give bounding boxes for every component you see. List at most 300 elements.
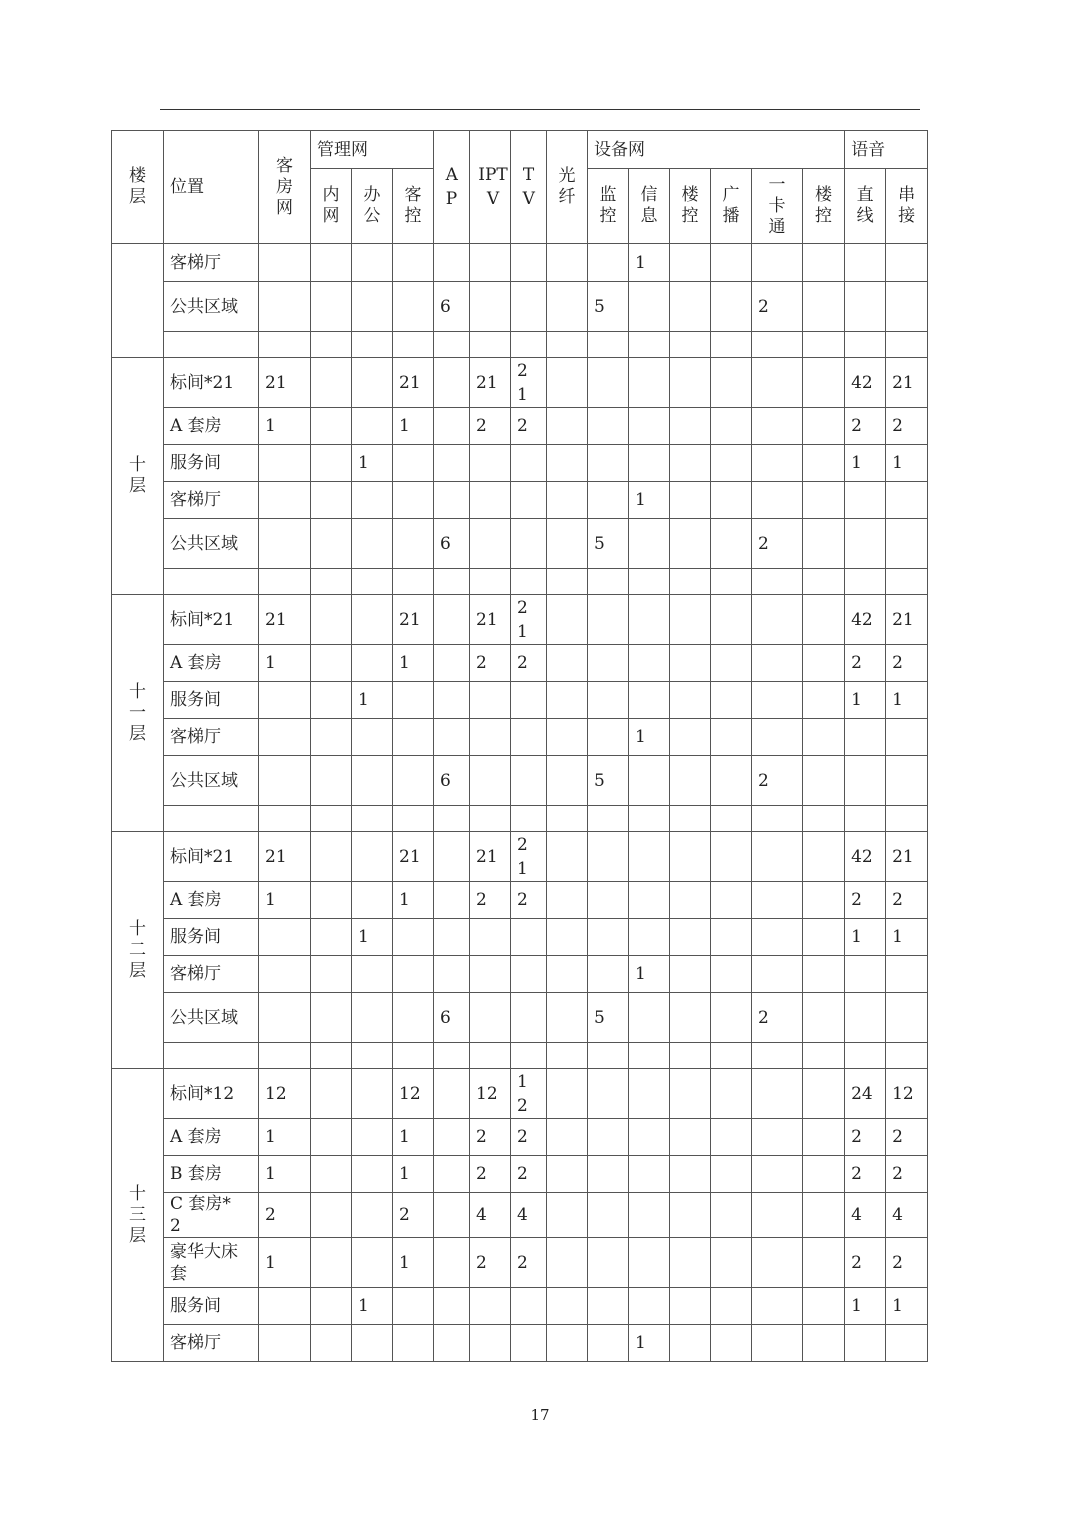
table-row — [112, 595, 928, 645]
value-cell — [311, 445, 352, 482]
value-cell — [629, 806, 670, 832]
value-cell — [752, 244, 803, 282]
value-cell — [752, 482, 803, 519]
table-row — [112, 282, 928, 332]
value-cell: 12 — [511, 1069, 547, 1119]
value-cell — [547, 882, 588, 919]
value-cell — [752, 445, 803, 482]
value-cell — [259, 244, 311, 282]
value-cell — [434, 1193, 470, 1238]
value-cell — [434, 1288, 470, 1325]
value-cell: 2 — [752, 282, 803, 332]
value-cell — [670, 358, 711, 408]
value-cell — [434, 569, 470, 595]
value-cell: 5 — [588, 282, 629, 332]
value-cell — [470, 332, 511, 358]
value-cell — [311, 1193, 352, 1238]
value-cell — [352, 282, 393, 332]
value-cell — [511, 806, 547, 832]
value-cell — [670, 519, 711, 569]
value-cell — [393, 569, 434, 595]
value-cell — [470, 445, 511, 482]
table-row — [112, 806, 928, 832]
value-cell — [259, 1325, 311, 1362]
value-cell — [511, 1043, 547, 1069]
value-cell — [629, 1193, 670, 1238]
value-cell — [393, 1325, 434, 1362]
value-cell — [752, 832, 803, 882]
value-cell — [588, 332, 629, 358]
value-cell: 12 — [393, 1069, 434, 1119]
value-cell — [259, 1043, 311, 1069]
location-cell: B 套房 — [164, 1156, 259, 1193]
value-cell — [803, 682, 845, 719]
value-cell: 1 — [886, 682, 928, 719]
value-cell — [752, 358, 803, 408]
value-cell: 2 — [845, 645, 886, 682]
header-broadcast: 广播 — [711, 169, 752, 244]
value-cell — [352, 645, 393, 682]
value-cell — [845, 244, 886, 282]
value-cell — [711, 993, 752, 1043]
value-cell — [259, 569, 311, 595]
value-cell — [352, 408, 393, 445]
table-row — [112, 244, 928, 282]
value-cell — [511, 1288, 547, 1325]
value-cell — [588, 956, 629, 993]
value-cell — [711, 244, 752, 282]
value-cell — [629, 645, 670, 682]
value-cell — [803, 919, 845, 956]
value-cell — [470, 1288, 511, 1325]
value-cell — [711, 1043, 752, 1069]
value-cell — [629, 882, 670, 919]
value-cell — [470, 282, 511, 332]
value-cell — [711, 595, 752, 645]
value-cell — [393, 1288, 434, 1325]
value-cell — [670, 569, 711, 595]
floor-cell — [112, 244, 164, 358]
value-cell: 2 — [511, 645, 547, 682]
value-cell — [434, 645, 470, 682]
value-cell — [434, 482, 470, 519]
value-cell — [434, 1069, 470, 1119]
header-tv: TV — [511, 131, 547, 244]
value-cell: 1 — [259, 1119, 311, 1156]
value-cell: 1 — [259, 408, 311, 445]
location-cell — [164, 569, 259, 595]
value-cell: 42 — [845, 358, 886, 408]
value-cell: 1 — [629, 1325, 670, 1362]
table-row — [112, 832, 928, 882]
value-cell — [670, 1238, 711, 1288]
value-cell: 24 — [845, 1069, 886, 1119]
value-cell — [803, 756, 845, 806]
value-cell — [511, 993, 547, 1043]
value-cell — [259, 445, 311, 482]
location-cell: A 套房 — [164, 1119, 259, 1156]
value-cell — [670, 756, 711, 806]
value-cell — [845, 806, 886, 832]
value-cell — [547, 408, 588, 445]
table-row — [112, 1325, 928, 1362]
value-cell — [547, 806, 588, 832]
value-cell: 2 — [511, 882, 547, 919]
value-cell — [629, 1156, 670, 1193]
value-cell — [311, 519, 352, 569]
value-cell — [803, 719, 845, 756]
value-cell — [752, 1325, 803, 1362]
value-cell: 21 — [886, 595, 928, 645]
floor-cell — [112, 1069, 164, 1362]
value-cell: 1 — [352, 1288, 393, 1325]
value-cell — [434, 719, 470, 756]
value-cell — [352, 1119, 393, 1156]
value-cell — [803, 332, 845, 358]
value-cell: 21 — [393, 358, 434, 408]
value-cell — [629, 919, 670, 956]
table-row — [112, 1156, 928, 1193]
value-cell — [352, 1238, 393, 1288]
value-cell — [588, 806, 629, 832]
value-cell — [711, 882, 752, 919]
value-cell — [711, 1325, 752, 1362]
value-cell — [670, 482, 711, 519]
value-cell — [845, 519, 886, 569]
value-cell — [588, 1288, 629, 1325]
value-cell: 6 — [434, 519, 470, 569]
value-cell — [352, 1325, 393, 1362]
value-cell — [311, 682, 352, 719]
value-cell — [547, 919, 588, 956]
value-cell — [670, 956, 711, 993]
header-voice: 语音 — [845, 131, 928, 169]
value-cell — [711, 832, 752, 882]
value-cell: 1 — [886, 1288, 928, 1325]
value-cell — [845, 332, 886, 358]
value-cell — [434, 1043, 470, 1069]
value-cell — [711, 1069, 752, 1119]
value-cell: 1 — [259, 882, 311, 919]
location-cell — [164, 1043, 259, 1069]
value-cell — [803, 956, 845, 993]
table-row — [112, 1119, 928, 1156]
value-cell — [752, 956, 803, 993]
table-row — [112, 1238, 928, 1288]
header-intranet: 内网 — [311, 169, 352, 244]
value-cell — [752, 1069, 803, 1119]
value-cell — [547, 282, 588, 332]
value-cell — [711, 445, 752, 482]
value-cell — [803, 244, 845, 282]
value-cell — [588, 682, 629, 719]
page-number: 17 — [530, 1406, 550, 1424]
location-cell: 公共区域 — [164, 282, 259, 332]
value-cell — [393, 519, 434, 569]
table-row — [112, 445, 928, 482]
header-building-control-2: 楼控 — [803, 169, 845, 244]
value-cell — [886, 569, 928, 595]
table-row — [112, 719, 928, 756]
value-cell — [352, 519, 393, 569]
value-cell — [547, 1288, 588, 1325]
value-cell: 2 — [752, 756, 803, 806]
value-cell — [547, 519, 588, 569]
value-cell — [629, 569, 670, 595]
value-cell — [670, 1069, 711, 1119]
value-cell — [711, 1156, 752, 1193]
table-row — [112, 1193, 928, 1238]
value-cell — [711, 1238, 752, 1288]
value-cell — [259, 482, 311, 519]
value-cell — [752, 595, 803, 645]
value-cell: 12 — [259, 1069, 311, 1119]
value-cell: 5 — [588, 993, 629, 1043]
value-cell — [470, 244, 511, 282]
location-cell — [164, 332, 259, 358]
header-ap: AP — [434, 131, 470, 244]
value-cell — [311, 1156, 352, 1193]
value-cell — [547, 1156, 588, 1193]
value-cell — [259, 919, 311, 956]
value-cell — [711, 408, 752, 445]
value-cell: 21 — [393, 832, 434, 882]
value-cell — [511, 569, 547, 595]
value-cell — [670, 806, 711, 832]
value-cell — [352, 244, 393, 282]
value-cell — [259, 719, 311, 756]
value-cell — [511, 756, 547, 806]
value-cell — [670, 1193, 711, 1238]
location-cell: 服务间 — [164, 1288, 259, 1325]
value-cell — [629, 519, 670, 569]
value-cell — [393, 445, 434, 482]
value-cell — [259, 682, 311, 719]
table-row — [112, 332, 928, 358]
value-cell: 1 — [352, 919, 393, 956]
header-guest-control: 客控 — [393, 169, 434, 244]
value-cell — [434, 332, 470, 358]
floor-label: 十一层 — [129, 681, 146, 744]
value-cell: 2 — [886, 1238, 928, 1288]
value-cell: 1 — [845, 445, 886, 482]
value-cell — [711, 332, 752, 358]
value-cell — [886, 1043, 928, 1069]
value-cell — [393, 956, 434, 993]
value-cell — [434, 1325, 470, 1362]
value-cell: 2 — [845, 1238, 886, 1288]
value-cell — [259, 756, 311, 806]
value-cell — [311, 882, 352, 919]
table-row — [112, 358, 928, 408]
value-cell — [588, 482, 629, 519]
value-cell: 2 — [511, 408, 547, 445]
value-cell — [803, 1325, 845, 1362]
value-cell — [803, 482, 845, 519]
value-cell: 1 — [393, 645, 434, 682]
value-cell: 2 — [470, 1156, 511, 1193]
value-cell — [547, 244, 588, 282]
floor-cell — [112, 832, 164, 1069]
value-cell — [752, 408, 803, 445]
location-cell: A 套房 — [164, 645, 259, 682]
value-cell — [311, 1288, 352, 1325]
value-cell — [752, 645, 803, 682]
value-cell — [711, 282, 752, 332]
value-cell: 4 — [470, 1193, 511, 1238]
value-cell: 2 — [470, 882, 511, 919]
table-row — [112, 569, 928, 595]
value-cell — [588, 445, 629, 482]
location-cell: C 套房*2 — [164, 1193, 259, 1238]
value-cell — [259, 282, 311, 332]
value-cell — [886, 756, 928, 806]
value-cell: 2 — [886, 1119, 928, 1156]
value-cell — [511, 244, 547, 282]
value-cell — [311, 332, 352, 358]
value-cell — [547, 1193, 588, 1238]
value-cell: 2 — [752, 519, 803, 569]
value-cell — [547, 756, 588, 806]
value-cell — [711, 719, 752, 756]
value-cell — [470, 756, 511, 806]
value-cell — [752, 1193, 803, 1238]
value-cell: 1 — [393, 1238, 434, 1288]
value-cell — [803, 358, 845, 408]
value-cell — [311, 832, 352, 882]
value-cell: 21 — [393, 595, 434, 645]
value-cell — [803, 1119, 845, 1156]
value-cell — [886, 244, 928, 282]
value-cell — [803, 993, 845, 1043]
value-cell — [352, 806, 393, 832]
value-cell — [547, 956, 588, 993]
value-cell — [670, 719, 711, 756]
value-cell: 1 — [845, 682, 886, 719]
value-cell — [352, 1043, 393, 1069]
value-cell: 1 — [845, 919, 886, 956]
value-cell — [803, 1238, 845, 1288]
value-cell — [393, 919, 434, 956]
value-cell — [311, 919, 352, 956]
value-cell — [711, 519, 752, 569]
value-cell — [629, 408, 670, 445]
value-cell — [752, 1043, 803, 1069]
value-cell: 1 — [629, 482, 670, 519]
value-cell — [259, 1288, 311, 1325]
value-cell — [629, 595, 670, 645]
value-cell — [470, 919, 511, 956]
value-cell — [711, 956, 752, 993]
location-cell — [164, 806, 259, 832]
value-cell — [434, 1238, 470, 1288]
value-cell — [845, 756, 886, 806]
header-info: 信息 — [629, 169, 670, 244]
value-cell — [629, 282, 670, 332]
value-cell — [311, 956, 352, 993]
value-cell — [311, 645, 352, 682]
value-cell — [711, 358, 752, 408]
value-cell — [670, 919, 711, 956]
value-cell — [845, 282, 886, 332]
value-cell — [803, 519, 845, 569]
value-cell: 1 — [393, 882, 434, 919]
value-cell — [352, 719, 393, 756]
value-cell: 21 — [511, 358, 547, 408]
value-cell — [547, 445, 588, 482]
value-cell: 1 — [393, 1156, 434, 1193]
value-cell: 21 — [470, 595, 511, 645]
value-cell — [670, 445, 711, 482]
value-cell: 1 — [629, 956, 670, 993]
table-row — [112, 756, 928, 806]
floor-label: 十二层 — [129, 918, 146, 981]
value-cell: 2 — [470, 1119, 511, 1156]
value-cell — [470, 719, 511, 756]
value-cell — [393, 993, 434, 1043]
value-cell — [434, 956, 470, 993]
value-cell — [511, 719, 547, 756]
value-cell — [511, 682, 547, 719]
table-row — [112, 1069, 928, 1119]
value-cell — [588, 1193, 629, 1238]
value-cell — [311, 358, 352, 408]
value-cell — [803, 832, 845, 882]
location-cell: 标间*21 — [164, 832, 259, 882]
value-cell: 2 — [752, 993, 803, 1043]
value-cell — [393, 282, 434, 332]
value-cell — [588, 1156, 629, 1193]
location-cell: A 套房 — [164, 882, 259, 919]
value-cell — [393, 806, 434, 832]
value-cell — [629, 332, 670, 358]
value-cell — [588, 719, 629, 756]
value-cell — [352, 956, 393, 993]
value-cell: 2 — [845, 1119, 886, 1156]
value-cell — [434, 244, 470, 282]
value-cell — [547, 482, 588, 519]
value-cell: 12 — [886, 1069, 928, 1119]
value-cell — [588, 1119, 629, 1156]
location-cell: 标间*21 — [164, 358, 259, 408]
header-card-system: 一卡通 — [752, 169, 803, 244]
value-cell — [311, 993, 352, 1043]
value-cell — [547, 1119, 588, 1156]
value-cell: 4 — [511, 1193, 547, 1238]
value-cell — [547, 1043, 588, 1069]
table-row — [112, 1043, 928, 1069]
table-row — [112, 1288, 928, 1325]
value-cell — [547, 569, 588, 595]
value-cell — [886, 519, 928, 569]
value-cell — [547, 332, 588, 358]
value-cell — [803, 645, 845, 682]
value-cell — [311, 1119, 352, 1156]
value-cell — [670, 244, 711, 282]
table-row — [112, 956, 928, 993]
value-cell — [588, 408, 629, 445]
value-cell — [393, 244, 434, 282]
value-cell — [670, 1119, 711, 1156]
value-cell: 6 — [434, 282, 470, 332]
value-cell — [670, 993, 711, 1043]
value-cell — [434, 1119, 470, 1156]
value-cell — [434, 919, 470, 956]
header-iptv: IPTV — [470, 131, 511, 244]
value-cell — [547, 832, 588, 882]
value-cell: 21 — [511, 832, 547, 882]
value-cell — [711, 1193, 752, 1238]
